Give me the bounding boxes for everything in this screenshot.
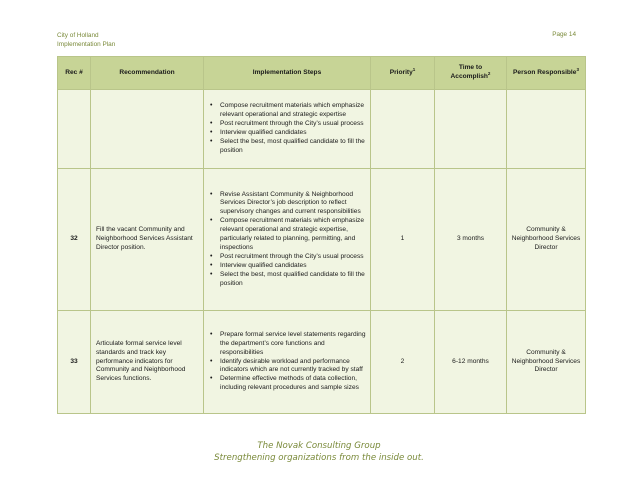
- col-header-recommendation: Recommendation: [91, 57, 204, 90]
- step-item: • Select the best, most qualified candidate to fill the position: [206, 271, 367, 289]
- document-name: Implementation Plan: [57, 41, 116, 48]
- priority-label: Priority: [389, 68, 413, 76]
- table-header-row: [58, 57, 586, 90]
- priority-footnote: 1: [412, 66, 416, 72]
- step-item: • Interview qualified candidates: [206, 262, 367, 271]
- footer-tagline: Strengthening organizations from the inside out.: [214, 453, 424, 463]
- step-item: • Identify desirable workload and performance indicators which are not currently tracked by staff: [206, 358, 367, 376]
- step-item: • Post recruitment through the City’s usual process: [206, 120, 367, 129]
- cell-person: Community & Neighborhood Services Director: [507, 311, 586, 414]
- cell-time: [435, 90, 507, 169]
- col-header-time: [435, 57, 507, 90]
- step-item: • Revise Assistant Community & Neighborhood Services Director’s job description to reflect supervisory changes and current responsibilities: [206, 191, 367, 218]
- person-footnote: 3: [576, 66, 579, 72]
- step-item: • Determine effective methods of data collection, including relevant procedures and sample sizes: [206, 375, 367, 393]
- table-row: [58, 169, 586, 311]
- step-item: • Prepare formal service level statements regarding the department’s core functions and responsibilities: [206, 331, 367, 358]
- page-header-left: [57, 31, 115, 49]
- col-header-rec: Rec #: [58, 57, 91, 90]
- person-label: Person Responsible: [513, 68, 577, 76]
- cell-steps: [204, 169, 371, 311]
- time-footnote: 2: [487, 70, 491, 76]
- cell-time: 3 months: [435, 169, 507, 311]
- step-item: • Post recruitment through the City’s usual process: [206, 253, 367, 262]
- cell-rec: [58, 90, 91, 169]
- step-item: • Select the best, most qualified candidate to fill the position: [206, 138, 367, 156]
- footer-company-name: The Novak Consulting Group: [257, 441, 381, 451]
- time-label-1: Time to: [458, 64, 483, 72]
- cell-priority: [371, 90, 435, 169]
- cell-priority: 1: [371, 169, 435, 311]
- cell-recommendation: Articulate formal service level standards and track key performance indicators for Community and Neighborhood Services functions.: [91, 311, 204, 414]
- cell-steps: [204, 90, 371, 169]
- cell-recommendation: [91, 90, 204, 169]
- implementation-table: [57, 56, 586, 414]
- cell-person: Community & Neighborhood Services Director: [507, 169, 586, 311]
- cell-priority: 2: [371, 311, 435, 414]
- step-item: • Compose recruitment materials which emphasize relevant operational and strategic expertise, particularly related to planning, permitting, and inspections: [206, 217, 367, 253]
- col-header-priority: [371, 57, 435, 90]
- table-row: [58, 90, 586, 169]
- step-item: • Interview qualified candidates: [206, 129, 367, 138]
- table-row: [58, 311, 586, 414]
- cell-rec: 32: [58, 169, 91, 311]
- org-name: City of Holland: [57, 32, 99, 39]
- page-number: Page 14: [552, 31, 576, 38]
- cell-steps: [204, 311, 371, 414]
- col-header-steps: Implementation Steps: [204, 57, 371, 90]
- cell-person: [507, 90, 586, 169]
- cell-rec: 33: [58, 311, 91, 414]
- col-header-person: [507, 57, 586, 90]
- cell-time: 6-12 months: [435, 311, 507, 414]
- step-item: • Compose recruitment materials which emphasize relevant operational and strategic expertise: [206, 102, 367, 120]
- time-label-2: Accomplish: [450, 73, 488, 80]
- cell-recommendation: Fill the vacant Community and Neighborhood Services Assistant Director position.: [91, 169, 204, 311]
